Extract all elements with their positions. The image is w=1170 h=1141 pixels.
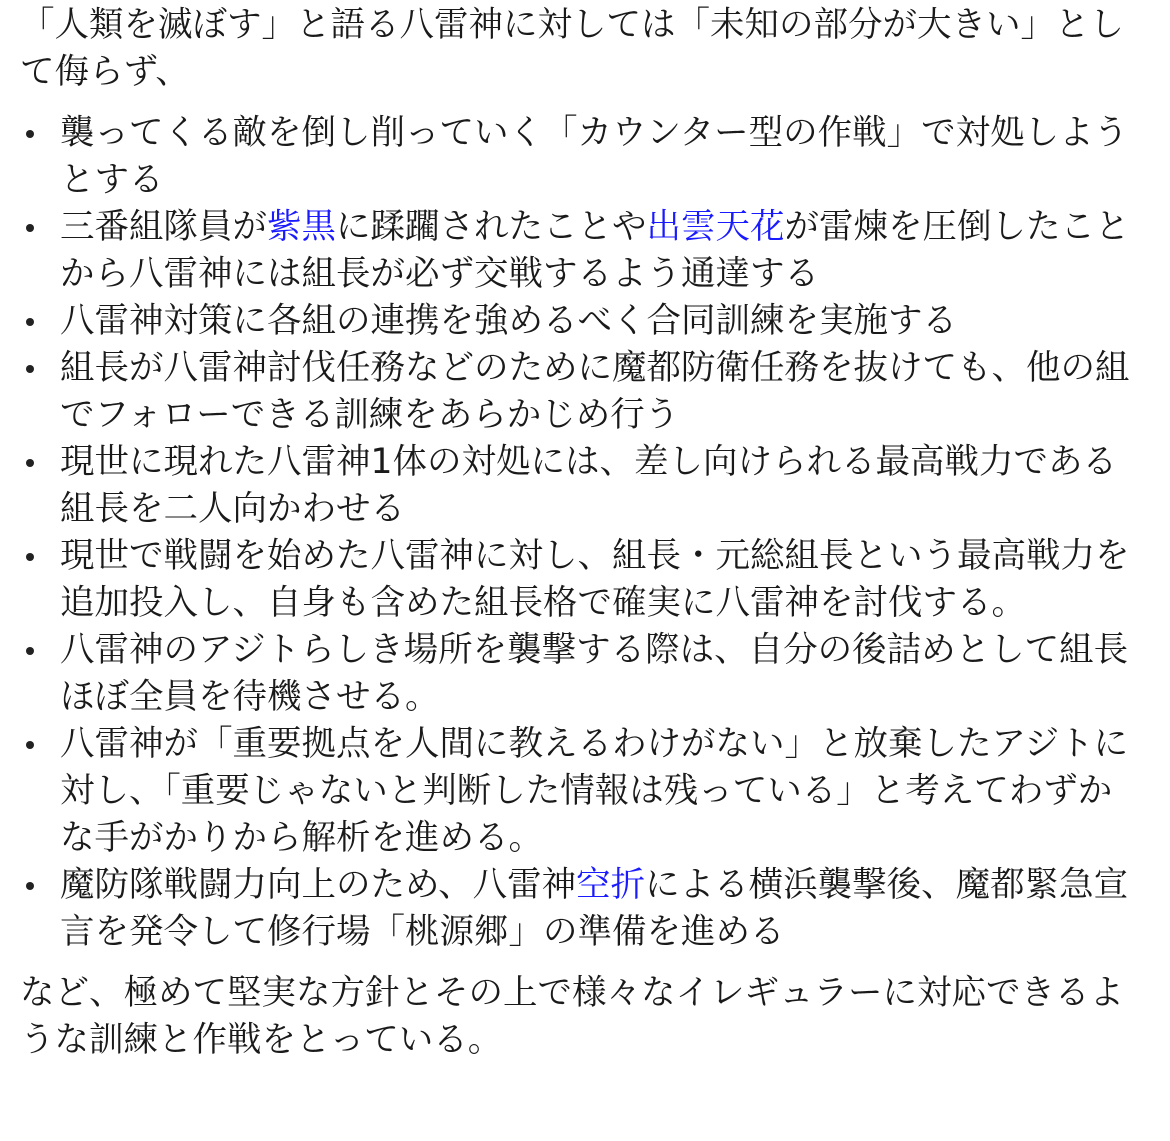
list-item-text: 組長が八雷神討伐任務などのために魔都防衛任務を抜けても、他の組でフォローできる訓練をあらかじめ行う bbox=[60, 348, 1130, 435]
list-item bbox=[20, 862, 1142, 956]
list-item bbox=[20, 204, 1142, 298]
list-item-text: に蹂躙されたことや bbox=[336, 207, 647, 247]
outro-paragraph: など、極めて堅実な方針とその上で様々なイレギュラーに対応できるような訓練と作戦をとっている。 bbox=[20, 973, 1124, 1060]
list-item bbox=[20, 721, 1142, 862]
policy-list bbox=[20, 110, 1142, 956]
list-item bbox=[20, 298, 1142, 345]
list-item-text: 八雷神が「重要拠点を人間に教えるわけがない」と放棄したアジトに対し、「重要じゃないと判断した情報は残っている」と考えてわずかな手がかりから解析を進める。 bbox=[60, 724, 1129, 858]
link-kuuori[interactable]: 空折 bbox=[576, 865, 646, 905]
link-shikoku[interactable]: 紫黒 bbox=[267, 207, 336, 247]
list-item-text: 魔防隊戦闘力向上のため、八雷神 bbox=[60, 865, 577, 905]
list-item-text: 襲ってくる敵を倒し削っていく「カウンター型の作戦」で対処しようとする bbox=[60, 113, 1129, 200]
list-item-text: 三番組隊員が bbox=[60, 207, 267, 247]
list-item-text: 八雷神のアジトらしき場所を襲撃する際は、自分の後詰めとして組長ほぼ全員を待機させる。 bbox=[60, 630, 1129, 717]
list-item bbox=[20, 110, 1142, 204]
list-item bbox=[20, 627, 1142, 721]
list-item bbox=[20, 439, 1142, 533]
list-item bbox=[20, 345, 1142, 439]
intro-paragraph: 「人類を滅ぼす」と語る八雷神に対しては「未知の部分が大きい」として侮らず、 bbox=[20, 5, 1124, 92]
list-item-text: 現世で戦闘を始めた八雷神に対し、組長・元総組長という最高戦力を追加投入し、自身も含めた組長格で確実に八雷神を討伐する。 bbox=[60, 536, 1130, 623]
link-izumo-tenka[interactable]: 出雲天花 bbox=[646, 207, 785, 247]
list-item-text: による横浜襲撃後、魔都緊急宣言を発令して修行場「桃源郷」の準備を進める bbox=[60, 865, 1129, 952]
list-item-text: が雷煉を圧倒したことから八雷神には組長が必ず交戦するよう通達する bbox=[60, 207, 1130, 294]
list-item-text: 八雷神対策に各組の連携を強めるべく合同訓練を実施する bbox=[60, 301, 957, 341]
list-item-text: 現世に現れた八雷神1体の対処には、差し向けられる最高戦力である組長を二人向かわせる bbox=[60, 442, 1117, 529]
list-item bbox=[20, 533, 1142, 627]
